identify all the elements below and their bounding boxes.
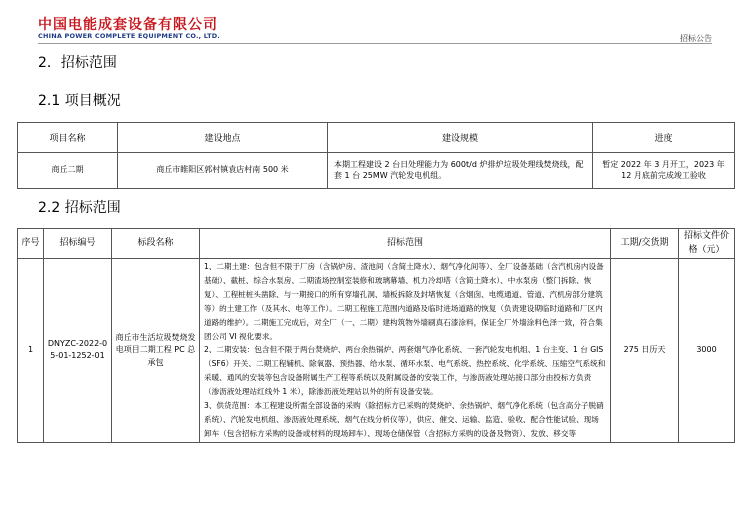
col-header-scope: 招标范围: [200, 229, 611, 259]
scope-paragraph: 2、二期安装：包含但不限于两台焚烧炉、两台余热锅炉、两套烟气净化系统、一套汽轮发电机组、1 台主变、1 台 GIS（SF6）开关、二期工程辅机、除氧器、预热器、给水泵、循环水泵、电气系统、热控系统、化学系统、压缩空气系统和采暖、通风的安装等包含设备附属生产工程等系统以及附属设备的安装工作，与渗沥液处理站接口部分由投标方负责（渗沥液处理站红线外 1 米），除渗沥液处理站以外的所有设备安装。: [204, 345, 606, 397]
col-header-scale: 建设规模: [328, 123, 593, 153]
overview-title: 2.1 项目概况: [38, 93, 121, 109]
row-seq: 1: [18, 259, 44, 443]
table-row: [18, 153, 735, 189]
col-header-progress: 进度: [593, 123, 735, 153]
scope-paragraph: 3、供货范围：本工程建设所需全部设备的采购（除招标方已采购的焚烧炉、余热锅炉、烟气净化系统（包含高分子脱硝系统）、汽轮发电机组、渗沥液处理系统、烟气在线分析仪等），供应、催交、运输、监造、验收、配合性能试验、现场卸车（包含招标方采购的设备或材料的现场卸车）、现场仓储保管（含招标方采购的设备及物资）、发放、移交等: [204, 401, 604, 438]
project-progress: 暂定 2022 年 3 月开工，2023 年 12 月底前完成竣工验收: [593, 153, 735, 189]
col-header-price: 招标文件价格（元）: [679, 229, 735, 259]
scope-title: 2.2 招标范围: [38, 200, 121, 216]
col-header-location: 建设地点: [118, 123, 328, 153]
project-location: 商丘市睢阳区郭村镇袁店村南 500 米: [118, 153, 328, 189]
header-divider: [38, 43, 712, 44]
table-row: [18, 259, 735, 443]
project-overview-table: [17, 122, 735, 189]
scope-paragraph: 1、二期土建：包含但不限于厂房（含锅炉房、渣池间（含简土降水）、烟气净化间等）、全厂设备基础（含汽机房内设备基础）、截桩、综合水泵房、二期渣场控制室装修和玻璃幕墙、机力冷却塔（含简土降水）、中水泵房（整门拆除、恢复）、工程桩桩头凿除、与一期接口的所有穿墙孔洞、墙板拆除及封堵恢复（含烟囱、电缆通道、管道、汽机房部分建筑等）的土建工作（及其水、电等工作）。二期工程施工范围内道路及临时进场道路的恢复（负责建设期临时道路和厂区内道路的维护）。二期施工完成后，对全厂（一、二期）建构筑物外墙刷真石漆涂料，保证全厂外墙涂料色泽一致，符合集团公司 VI 视化要求。: [204, 262, 604, 341]
col-header-code: 招标编号: [44, 229, 112, 259]
bid-scope-table: [17, 228, 735, 443]
col-header-seq: 序号: [18, 229, 44, 259]
company-logo-cn: 中国电能成套设备有限公司: [38, 17, 218, 33]
page-header: [8, 14, 742, 44]
col-header-duration: 工期/交货期: [611, 229, 679, 259]
col-header-name: 项目名称: [18, 123, 118, 153]
table-header-row: [18, 123, 735, 153]
table-header-row: [18, 229, 735, 259]
doc-price: 3000: [679, 259, 735, 443]
bid-code: DNYZC-2022-05-01-1252-01: [44, 259, 112, 443]
duration: 275 日历天: [611, 259, 679, 443]
bid-scope-text: [200, 259, 611, 443]
project-name: 商丘二期: [18, 153, 118, 189]
doc-type-label: 招标公告: [680, 34, 712, 43]
col-header-lot: 标段名称: [112, 229, 200, 259]
section-title: 2．招标范围: [38, 55, 117, 71]
company-logo-en: CHINA POWER COMPLETE EQUIPMENT CO., LTD.: [38, 32, 220, 40]
project-scale: 本期工程建设 2 台日处理能力为 600t/d 炉排炉垃圾处理线焚烧线，配套 1 台 25MW 汽轮发电机组。: [328, 153, 593, 189]
lot-name: 商丘市生活垃圾焚烧发电项目二期工程 PC 总承包: [112, 259, 200, 443]
